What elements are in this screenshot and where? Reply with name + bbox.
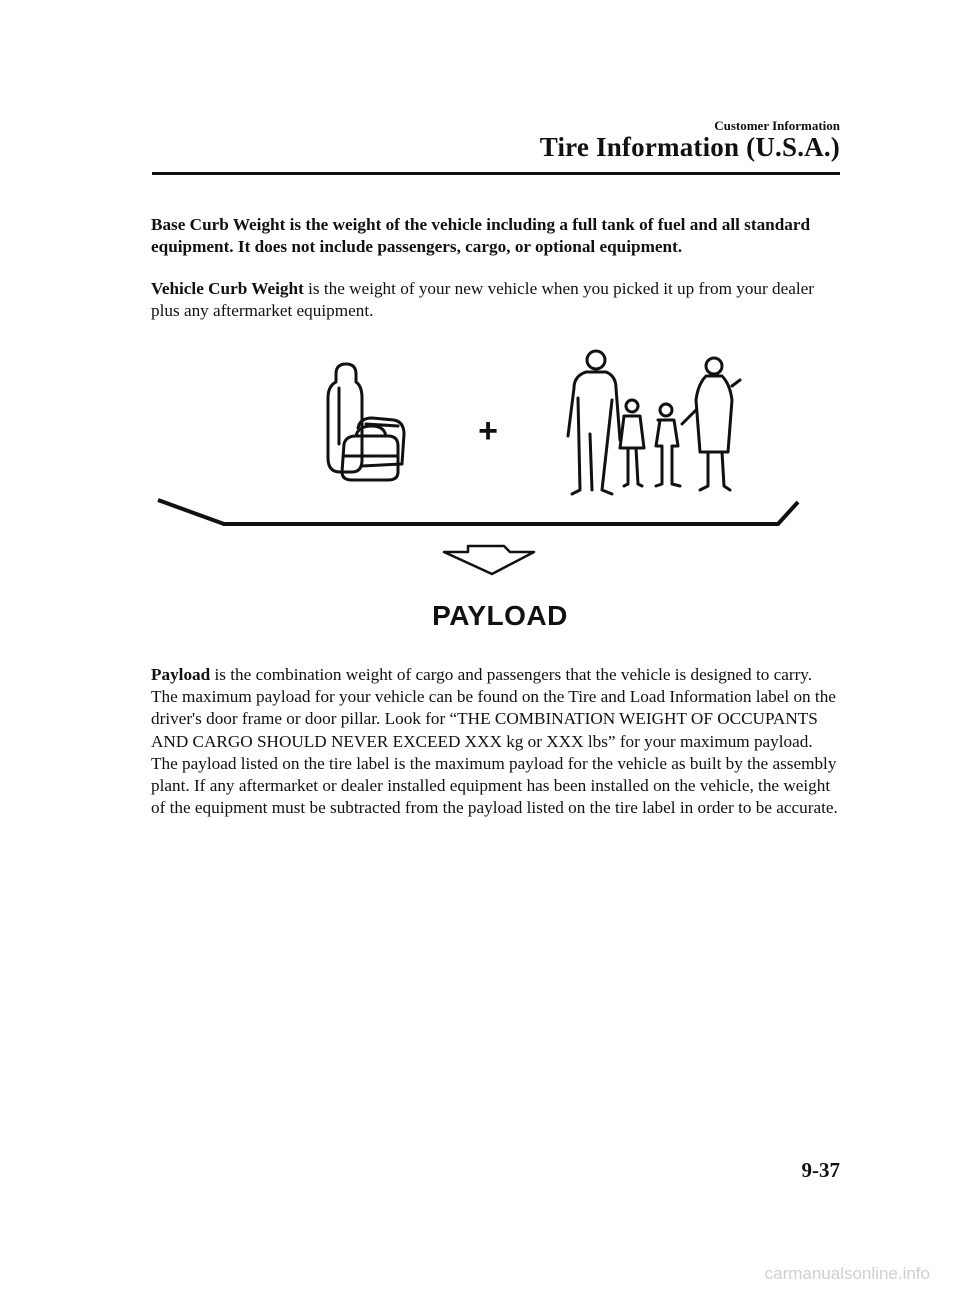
vehicle-curb-weight-term: Vehicle Curb Weight [151,279,304,298]
section-label: Customer Information [714,118,840,133]
vehicle-curb-weight-text: is the weight of your new vehicle when you picked it up from your dealer plus any aftermarket equipment. [151,279,815,321]
vehicle-curb-weight-paragraph [151,278,841,322]
down-arrow-icon [444,546,534,574]
family-silhouette-icon [568,351,740,494]
plus-sign: + [478,412,498,450]
luggage-icon [328,364,404,480]
page-number: 9-37 [801,1158,840,1182]
payload-text: is the combination weight of cargo and passengers that the vehicle is designed to carry. The maximum payload for your vehicle can be found on the Tire and Load Information label on the driver's door frame or door pillar. Look for “THE COMBINATION WEIGHT OF OCCUPANTS AND CARGO SHOULD NEVER EXCEED XXX kg or XXX lbs” for your maximum payload. The payload listed on the tire label is the maximum payload for the vehicle as built by the assembly plant. If any aftermarket or dealer installed equipment has been installed on the vehicle, the weight of the equipment must be subtracted from the payload listed on the tire label in order to be accurate. [151,665,838,818]
base-curb-weight-paragraph: Base Curb Weight is the weight of the vehicle including a full tank of fuel and all standard equipment. It does not include passengers, cargo, or optional equipment. [151,215,811,257]
payload-term: Payload [151,665,211,684]
watermark: carmanualsonline.info [764,1264,930,1283]
payload-illustration [0,340,960,640]
payload-label: PAYLOAD [432,600,568,631]
page-title: Tire Information (U.S.A.) [539,132,840,162]
bracket-divider [158,500,798,524]
title-rule [152,172,840,175]
payload-paragraph [151,664,841,819]
